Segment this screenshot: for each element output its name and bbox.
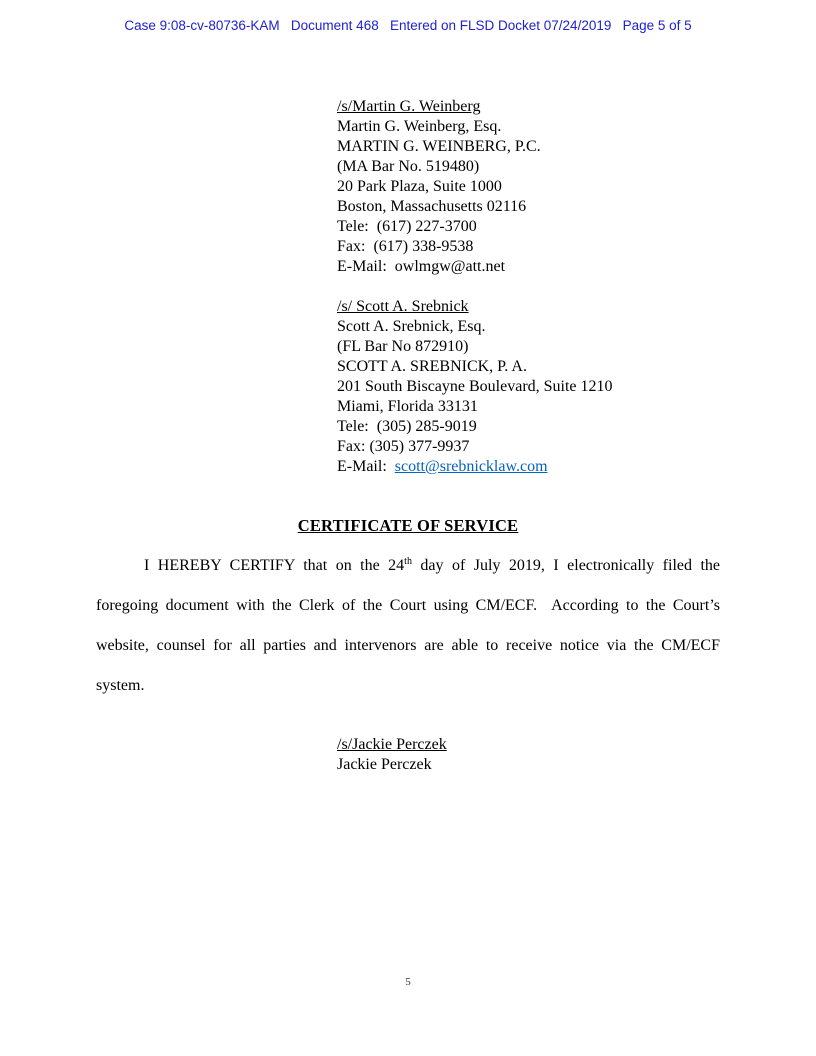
certificate-of-service-heading: CERTIFICATE OF SERVICE (297, 516, 519, 535)
certificate-paragraph-line: foregoing document with the Clerk of the Court using CM/ECF. According to the Court’s (96, 597, 720, 614)
address-line: Miami, Florida 33131 (337, 398, 478, 415)
phone-line: Tele: (305) 285-9019 (337, 418, 477, 435)
signer-name: Jackie Perczek (337, 756, 432, 773)
case-header: Case 9:08-cv-80736-KAM Document 468 Entered on FLSD Docket 07/24/2019 Page 5 of 5 (124, 18, 692, 33)
fax-line: Fax: (617) 338-9538 (337, 238, 474, 255)
email-label: E-Mail: (337, 258, 395, 275)
ordinal-superscript: th (404, 556, 412, 567)
certificate-paragraph (96, 546, 720, 706)
paragraph-text: I HEREBY CERTIFY that on the 24 (144, 557, 405, 574)
email-label: E-Mail: (337, 458, 395, 475)
signature-s-line: /s/Martin G. Weinberg (337, 98, 481, 115)
firm-name: SCOTT A. SREBNICK, P. A. (337, 358, 527, 375)
firm-name: MARTIN G. WEINBERG, P.C. (337, 138, 541, 155)
page-number: 5 (405, 976, 411, 988)
address-line: Boston, Massachusetts 02116 (337, 198, 527, 215)
bar-number: (MA Bar No. 519480) (337, 158, 480, 175)
signature-block-perczek (337, 735, 447, 775)
certificate-paragraph-line: website, counsel for all parties and intervenors are able to receive notice via the CM/ECF (96, 637, 720, 654)
attorney-name: Martin G. Weinberg, Esq. (337, 118, 502, 135)
signature-s-line: /s/Jackie Perczek (337, 736, 447, 753)
signature-block-weinberg (337, 97, 541, 277)
fax-line: Fax: (305) 377-9937 (337, 438, 470, 455)
signature-s-line: /s/ Scott A. Srebnick (337, 298, 469, 315)
bar-number: (FL Bar No 872910) (337, 338, 469, 355)
address-line: 20 Park Plaza, Suite 1000 (337, 178, 502, 195)
email-link[interactable]: scott@srebnicklaw.com (394, 458, 548, 475)
email-line (337, 457, 613, 477)
signature-block-srebnick (337, 297, 613, 477)
paragraph-text: day of July 2019, I electronically filed the (411, 557, 721, 574)
phone-line: Tele: (617) 227-3700 (337, 218, 477, 235)
certificate-paragraph-line (96, 546, 720, 586)
email-address: owlmgw@att.net (394, 258, 506, 275)
certificate-paragraph-line: system. (96, 677, 145, 694)
attorney-name: Scott A. Srebnick, Esq. (337, 318, 486, 335)
address-line: 201 South Biscayne Boulevard, Suite 1210 (337, 378, 613, 395)
email-line (337, 257, 541, 277)
